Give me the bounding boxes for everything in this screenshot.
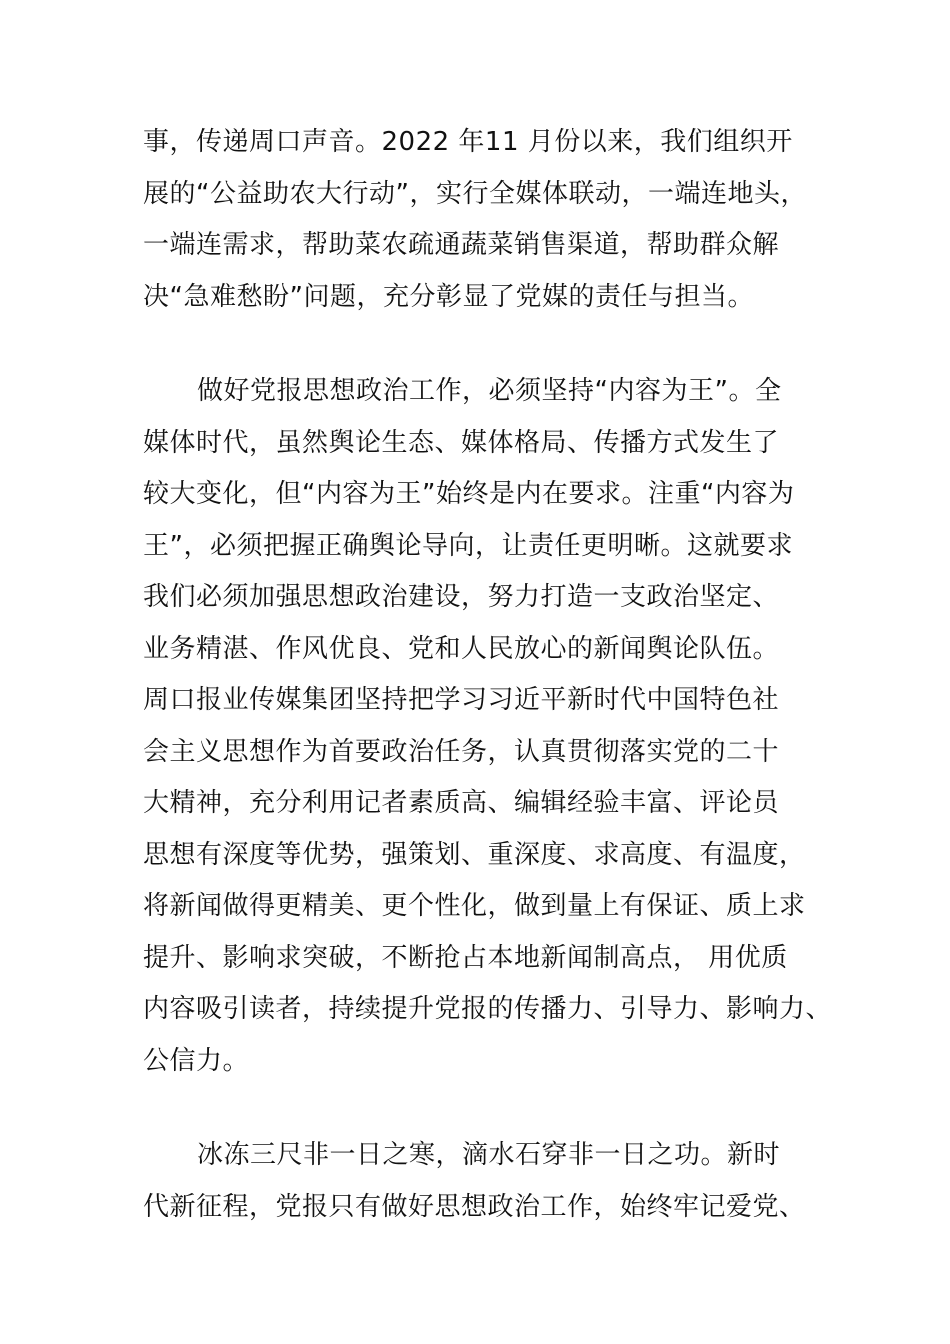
- paragraph-2-line-2: 媒体时代，虽然舆论生态、媒体格局、传播方式发生了: [143, 428, 780, 458]
- paragraph-1-line-3: 一端连需求，帮助菜农疏通蔬菜销售渠道，帮助群众解: [143, 230, 780, 260]
- paragraph-2-line-4: 王”，必须把握正确舆论导向，让责任更明晰。这就要求: [143, 531, 793, 561]
- paragraph-2-line-5: 我们必须加强思想政治建设，努力打造一支政治坚定、: [143, 582, 780, 612]
- paragraph-2-line-1: 做好党报思想政治工作，必须坚持“内容为王”。全: [197, 376, 782, 406]
- paragraph-2-line-8: 会主义思想作为首要政治任务，认真贯彻落实党的二十: [143, 737, 780, 767]
- paragraph-2-line-3: 较大变化，但“内容为王”始终是内在要求。注重“内容为: [143, 479, 795, 509]
- paragraph-2-line-7: 周口报业传媒集团坚持把学习习近平新时代中国特色社: [143, 685, 780, 715]
- paragraph-2-line-13: 内容吸引读者，持续提升党报的传播力、引导力、影响力、: [143, 994, 833, 1024]
- paragraph-2-line-11: 将新闻做得更精美、更个性化，做到量上有保证、质上求: [143, 891, 806, 921]
- paragraph-3-line-2: 代新征程，党报只有做好思想政治工作，始终牢记爱党、: [143, 1192, 806, 1222]
- paragraph-2-line-10: 思想有深度等优势，强策划、重深度、求高度、有温度，: [143, 840, 806, 870]
- paragraph-1-line-4: 决“急难愁盼”问题，充分彰显了党媒的责任与担当。: [143, 282, 754, 312]
- paragraph-1-line-2: 展的“公益助农大行动”，实行全媒体联动，一端连地头，: [143, 179, 807, 209]
- paragraph-2-line-12: 提升、影响求突破，不断抢占本地新闻制高点， 用优质: [143, 943, 788, 973]
- paragraph-2-line-14: 公信力。: [143, 1046, 250, 1076]
- paragraph-2-line-6: 业务精湛、作风优良、党和人民放心的新闻舆论队伍。: [143, 634, 780, 664]
- paragraph-2-line-9: 大精神，充分利用记者素质高、编辑经验丰富、评论员: [143, 788, 780, 818]
- paragraph-3-line-1: 冰冻三尺非一日之寒，滴水石穿非一日之功。新时: [197, 1140, 781, 1170]
- paragraph-1-line-1: 事，传递周口声音。2022 年11 月份以来，我们组织开: [143, 127, 793, 157]
